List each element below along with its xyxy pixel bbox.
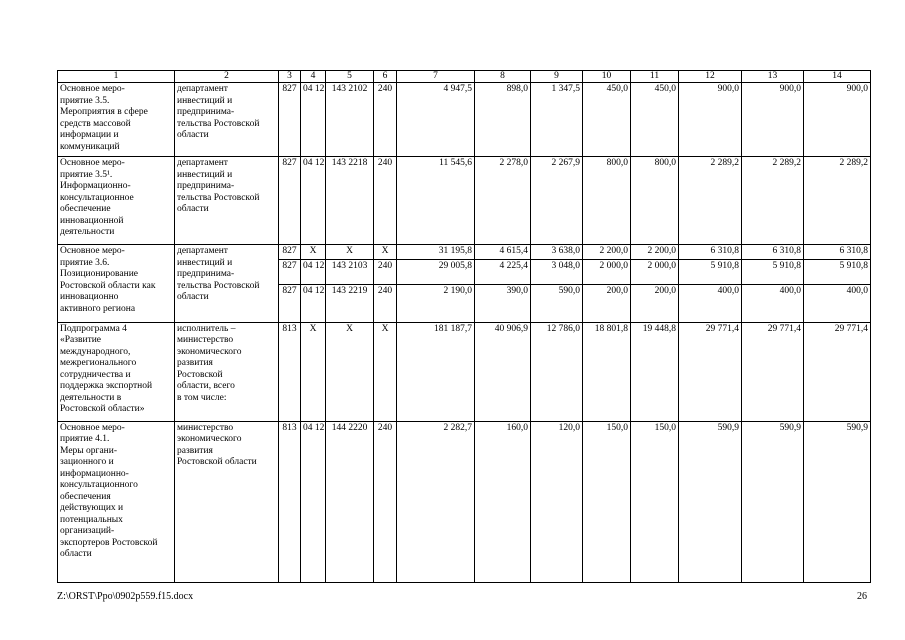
value-cell: 590,9 <box>679 421 742 582</box>
column-header: 12 <box>679 71 742 83</box>
code-cell: 813 <box>279 421 301 582</box>
code-cell: 827 <box>279 284 301 322</box>
value-cell: 200,0 <box>583 284 631 322</box>
page-number: 26 <box>857 591 867 602</box>
value-cell: 19 448,8 <box>631 322 679 421</box>
executor-name: департамент инвестиций и предпринима- тельства Ростовской области <box>175 157 279 245</box>
code-cell: Х <box>301 322 326 421</box>
value-cell: 2 190,0 <box>397 284 475 322</box>
budget-table <box>57 70 871 583</box>
code-cell: 04 12 <box>301 259 326 284</box>
value-cell: 18 801,8 <box>583 322 631 421</box>
value-cell: 2 282,7 <box>397 421 475 582</box>
column-header: 8 <box>475 71 531 83</box>
column-header: 1 <box>58 71 175 83</box>
code-cell: 04 12 <box>301 284 326 322</box>
activity-name: Основное меро- приятие 3.5¹. Информационно- консультационное обеспечение инновационной деятельности <box>58 157 175 245</box>
code-cell: 240 <box>374 83 397 157</box>
column-header: 5 <box>326 71 374 83</box>
value-cell: 800,0 <box>631 157 679 245</box>
code-cell: 240 <box>374 259 397 284</box>
code-cell: 04 12 <box>301 83 326 157</box>
code-cell: 827 <box>279 259 301 284</box>
code-cell: Х <box>301 245 326 260</box>
value-cell: 2 278,0 <box>475 157 531 245</box>
code-cell: 827 <box>279 157 301 245</box>
table-row <box>58 83 871 157</box>
value-cell: 40 906,9 <box>475 322 531 421</box>
value-cell: 2 267,9 <box>531 157 583 245</box>
activity-name: Основное меро- приятие 3.6. Позиционирование Ростовской области как инновационно активного региона <box>58 245 175 323</box>
column-header: 6 <box>374 71 397 83</box>
table-row <box>58 421 871 582</box>
value-cell: 5 910,8 <box>742 259 804 284</box>
value-cell: 2 289,2 <box>742 157 804 245</box>
column-header: 10 <box>583 71 631 83</box>
code-cell: 143 2218 <box>326 157 374 245</box>
executor-name: министерство экономического развития Ростовской области <box>175 421 279 582</box>
value-cell: 4 947,5 <box>397 83 475 157</box>
header-row <box>58 71 871 83</box>
code-cell: 143 2219 <box>326 284 374 322</box>
activity-name: Подпрограмма 4 «Развитие международного, межрегионального сотрудничества и поддержка экспортной деятельности в Ростовской области» <box>58 322 175 421</box>
value-cell: 2 000,0 <box>583 259 631 284</box>
code-cell: 827 <box>279 245 301 260</box>
value-cell: 400,0 <box>742 284 804 322</box>
executor-name: департамент инвестиций и предпринима- тельства Ростовской области <box>175 83 279 157</box>
value-cell: 590,9 <box>804 421 871 582</box>
value-cell: 2 200,0 <box>631 245 679 260</box>
code-cell: Х <box>326 322 374 421</box>
value-cell: 11 545,6 <box>397 157 475 245</box>
code-cell: 813 <box>279 322 301 421</box>
value-cell: 31 195,8 <box>397 245 475 260</box>
value-cell: 450,0 <box>583 83 631 157</box>
column-header: 11 <box>631 71 679 83</box>
executor-name: исполнитель – министерство экономического развития Ростовской области, всего в том числе: <box>175 322 279 421</box>
value-cell: 2 289,2 <box>679 157 742 245</box>
value-cell: 4 225,4 <box>475 259 531 284</box>
value-cell: 29 005,8 <box>397 259 475 284</box>
value-cell: 4 615,4 <box>475 245 531 260</box>
value-cell: 150,0 <box>631 421 679 582</box>
table-row <box>58 322 871 421</box>
code-cell: 144 2220 <box>326 421 374 582</box>
value-cell: 5 910,8 <box>804 259 871 284</box>
value-cell: 898,0 <box>475 83 531 157</box>
code-cell: 240 <box>374 421 397 582</box>
value-cell: 29 771,4 <box>742 322 804 421</box>
value-cell: 120,0 <box>531 421 583 582</box>
code-cell: 04 12 <box>301 157 326 245</box>
column-header: 14 <box>804 71 871 83</box>
code-cell: 827 <box>279 83 301 157</box>
value-cell: 6 310,8 <box>742 245 804 260</box>
column-header: 4 <box>301 71 326 83</box>
column-header: 13 <box>742 71 804 83</box>
value-cell: 12 786,0 <box>531 322 583 421</box>
value-cell: 590,9 <box>742 421 804 582</box>
value-cell: 1 347,5 <box>531 83 583 157</box>
column-header: 2 <box>175 71 279 83</box>
executor-name: департамент инвестиций и предпринима- тельства Ростовской области <box>175 245 279 323</box>
value-cell: 200,0 <box>631 284 679 322</box>
value-cell: 181 187,7 <box>397 322 475 421</box>
footer-file-path: Z:\ORST\Ppo\0902p559.f15.docx <box>57 591 194 602</box>
value-cell: 2 000,0 <box>631 259 679 284</box>
value-cell: 2 289,2 <box>804 157 871 245</box>
value-cell: 29 771,4 <box>804 322 871 421</box>
table-row <box>58 245 871 260</box>
value-cell: 390,0 <box>475 284 531 322</box>
value-cell: 3 638,0 <box>531 245 583 260</box>
value-cell: 150,0 <box>583 421 631 582</box>
value-cell: 900,0 <box>804 83 871 157</box>
value-cell: 6 310,8 <box>804 245 871 260</box>
code-cell: 143 2103 <box>326 259 374 284</box>
value-cell: 5 910,8 <box>679 259 742 284</box>
value-cell: 400,0 <box>679 284 742 322</box>
code-cell: Х <box>326 245 374 260</box>
activity-name: Основное меро- приятие 3.5. Мероприятия в сфере средств массовой информации и коммуникаций <box>58 83 175 157</box>
column-header: 7 <box>397 71 475 83</box>
value-cell: 900,0 <box>679 83 742 157</box>
activity-name: Основное меро- приятие 4.1. Меры органи- зационного и информационно- консультационного обеспечения действующих и потенциальных организаций- экспортеров Ростовской области <box>58 421 175 582</box>
value-cell: 900,0 <box>742 83 804 157</box>
code-cell: 240 <box>374 284 397 322</box>
value-cell: 450,0 <box>631 83 679 157</box>
value-cell: 590,0 <box>531 284 583 322</box>
value-cell: 400,0 <box>804 284 871 322</box>
code-cell: 04 12 <box>301 421 326 582</box>
column-header: 3 <box>279 71 301 83</box>
code-cell: Х <box>374 322 397 421</box>
value-cell: 2 200,0 <box>583 245 631 260</box>
table-row <box>58 157 871 245</box>
value-cell: 3 048,0 <box>531 259 583 284</box>
value-cell: 800,0 <box>583 157 631 245</box>
column-header: 9 <box>531 71 583 83</box>
code-cell: 143 2102 <box>326 83 374 157</box>
value-cell: 160,0 <box>475 421 531 582</box>
value-cell: 6 310,8 <box>679 245 742 260</box>
code-cell: 240 <box>374 157 397 245</box>
value-cell: 29 771,4 <box>679 322 742 421</box>
code-cell: Х <box>374 245 397 260</box>
